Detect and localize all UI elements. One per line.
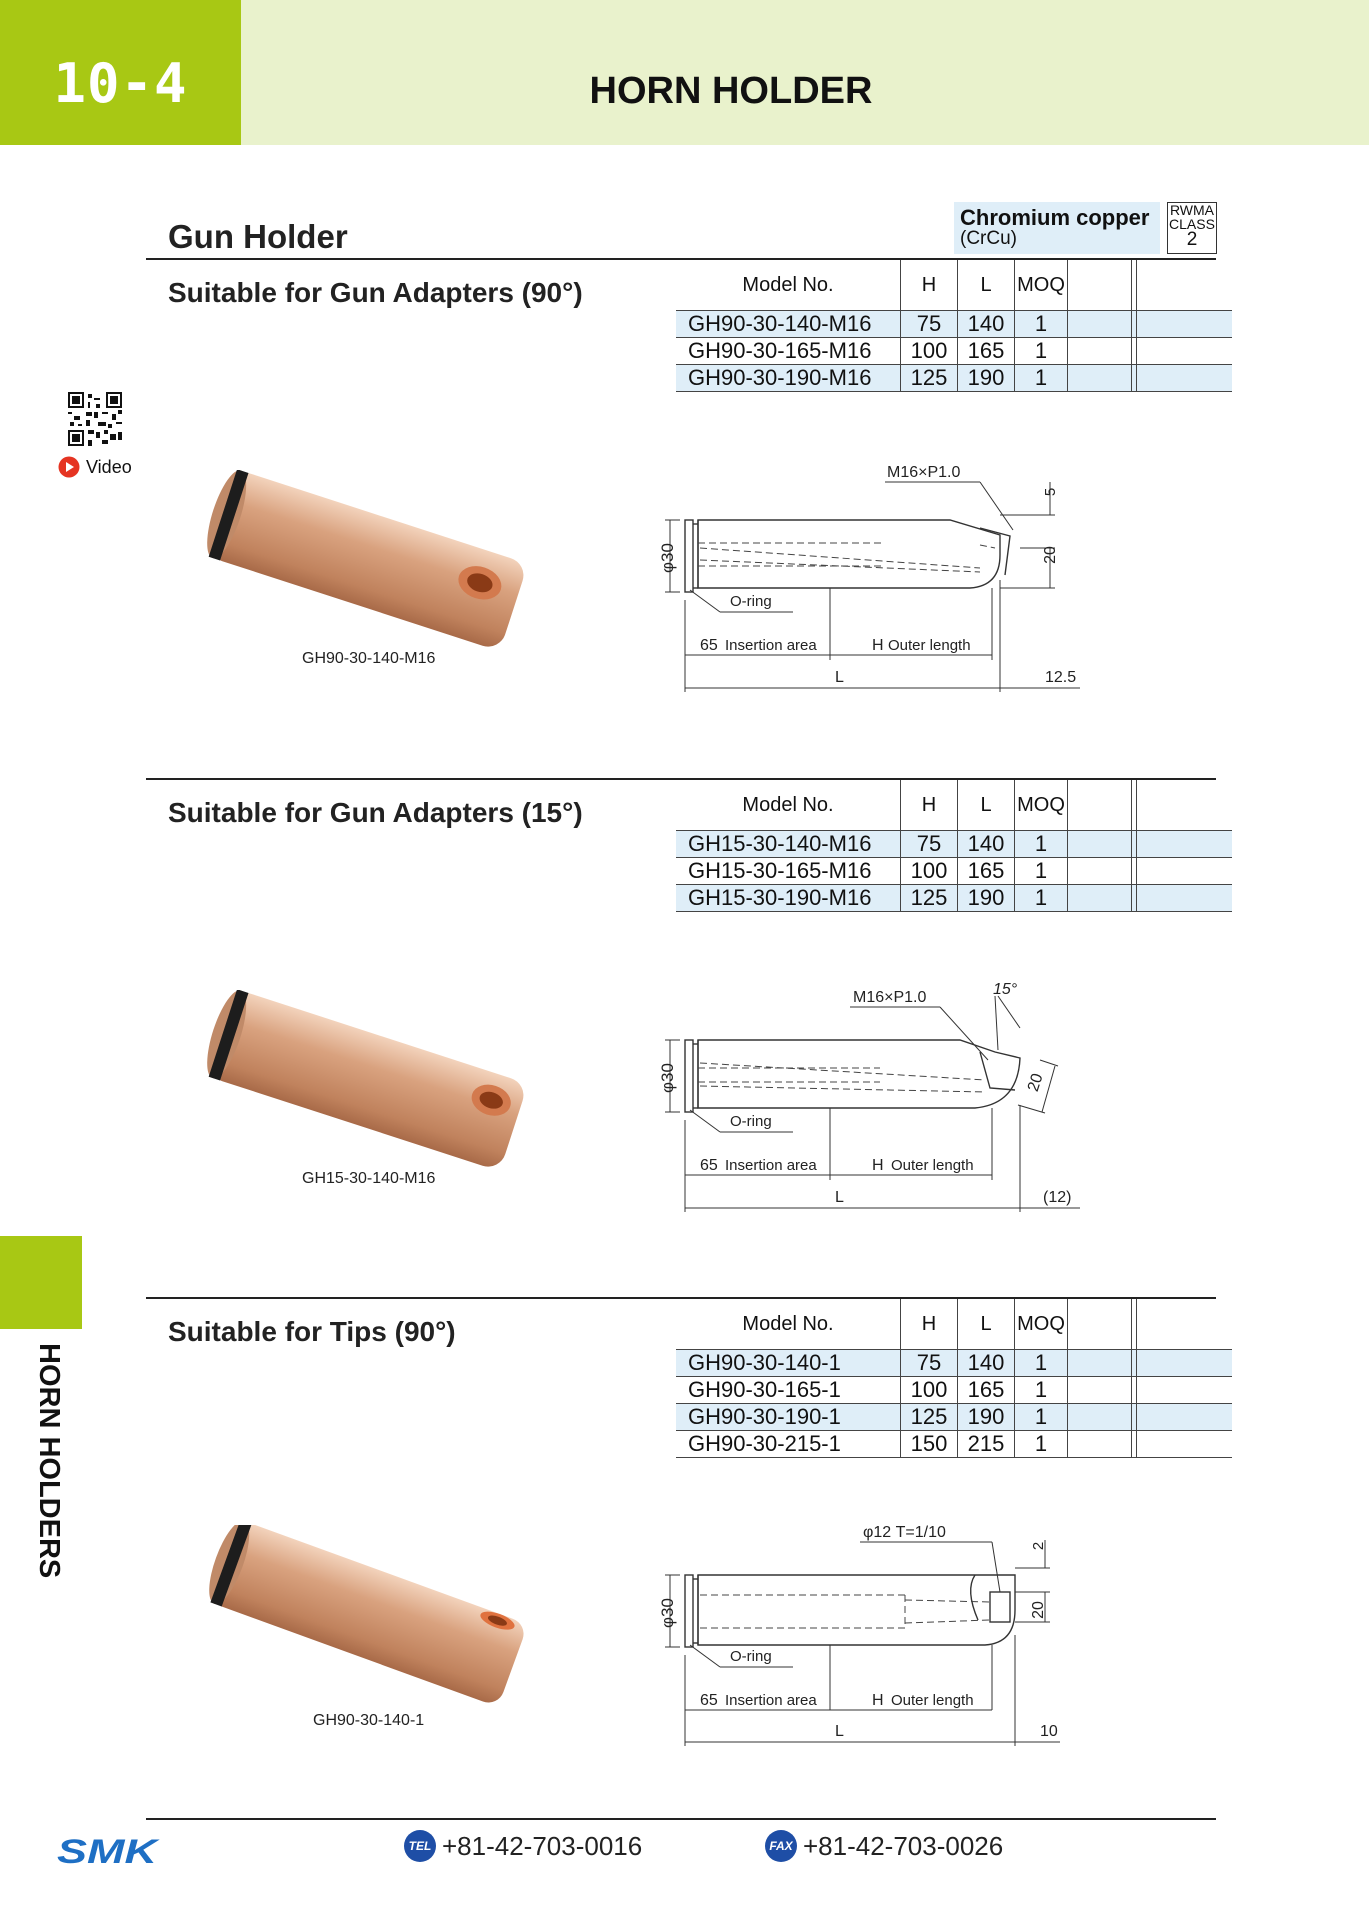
photo-caption: GH15-30-140-M16 <box>302 1170 436 1187</box>
moq-cell: 1 <box>1015 1431 1068 1458</box>
fax-icon: FAX <box>765 1830 797 1862</box>
side-tab-label: HORN HOLDERS <box>33 1343 65 1579</box>
dim-c: 12.5 <box>1045 669 1077 686</box>
model-cell: GH90-30-140-1 <box>676 1350 901 1377</box>
model-cell: GH90-30-190-M16 <box>676 365 901 392</box>
l-cell: 190 <box>958 885 1015 912</box>
table-row <box>676 1404 1232 1431</box>
col-header-model: Model No. <box>676 260 901 311</box>
col-header-l: L <box>958 260 1015 311</box>
col-header-h: H <box>901 260 958 311</box>
page-title: HORN HOLDER <box>589 70 873 112</box>
spec-table <box>676 260 1232 392</box>
rwma-label: RWMA <box>1169 202 1215 218</box>
moq-cell: 1 <box>1015 1350 1068 1377</box>
rwma-class-value: 2 <box>1186 229 1198 250</box>
dim-outer: H <box>872 1157 884 1174</box>
table-row <box>676 831 1232 858</box>
rwma-class-label: CLASS <box>1169 216 1215 232</box>
section-title: Suitable for Gun Adapters (90°) <box>168 277 583 308</box>
l-cell: 140 <box>958 831 1015 858</box>
tel-contact[interactable] <box>404 1830 642 1862</box>
table-row <box>676 338 1232 365</box>
dim-c: (12) <box>1043 1189 1072 1206</box>
col-header-moq: MOQ <box>1015 780 1068 831</box>
technical-drawing <box>600 1510 1100 1750</box>
table-row <box>676 1350 1232 1377</box>
table-row <box>676 1431 1232 1458</box>
l-cell: 165 <box>958 338 1015 365</box>
table-row <box>676 885 1232 912</box>
side-tab-marker <box>0 1236 82 1329</box>
model-cell: GH90-30-215-1 <box>676 1431 901 1458</box>
l-cell: 140 <box>958 311 1015 338</box>
model-cell: GH90-30-165-1 <box>676 1377 901 1404</box>
dim-insertion: 65 <box>700 637 718 654</box>
dim-b: 20 <box>1024 1071 1047 1094</box>
section-title: Suitable for Tips (90°) <box>168 1316 456 1347</box>
outer-label: Outer length <box>888 637 971 654</box>
moq-cell: 1 <box>1015 1404 1068 1431</box>
dim-length: L <box>835 1189 844 1206</box>
moq-cell: 1 <box>1015 1377 1068 1404</box>
dim-diameter: φ30 <box>658 543 677 573</box>
h-cell: 100 <box>901 338 958 365</box>
h-cell: 75 <box>901 831 958 858</box>
page-number: 10-4 <box>53 52 188 115</box>
dim-thread: M16×P1.0 <box>853 989 927 1006</box>
h-cell: 75 <box>901 311 958 338</box>
dim-insertion: 65 <box>700 1157 718 1174</box>
play-icon <box>58 456 80 478</box>
svg-text:SMK: SMK <box>57 1835 161 1867</box>
fax-number: +81-42-703-0026 <box>803 1830 1004 1861</box>
photo-caption: GH90-30-140-M16 <box>302 650 436 667</box>
col-header-h: H <box>901 780 958 831</box>
dim-b: 20 <box>1042 546 1059 564</box>
insertion-label: Insertion area <box>725 1157 817 1174</box>
insertion-label: Insertion area <box>725 637 817 654</box>
model-cell: GH15-30-190-M16 <box>676 885 901 912</box>
video-link[interactable] <box>58 456 132 478</box>
moq-cell: 1 <box>1015 365 1068 392</box>
moq-cell: 1 <box>1015 831 1068 858</box>
photo-caption: GH90-30-140-1 <box>313 1712 425 1729</box>
table-row <box>676 858 1232 885</box>
table-row <box>676 1377 1232 1404</box>
dim-outer: H <box>872 637 884 654</box>
l-cell: 140 <box>958 1350 1015 1377</box>
l-cell: 165 <box>958 1377 1015 1404</box>
dim-b: 20 <box>1030 1601 1047 1619</box>
material-code: (CrCu) <box>960 228 1017 249</box>
dim-thread: φ12 T=1/10 <box>863 1524 946 1541</box>
dim-diameter: φ30 <box>658 1598 677 1628</box>
product-family-title: Gun Holder <box>168 218 348 255</box>
col-header-l: L <box>958 780 1015 831</box>
company-logo <box>57 1835 161 1867</box>
qr-code-icon[interactable] <box>68 392 122 446</box>
l-cell: 190 <box>958 1404 1015 1431</box>
col-header-moq: MOQ <box>1015 1299 1068 1350</box>
dim-c: 10 <box>1040 1723 1058 1740</box>
table-row <box>676 365 1232 392</box>
h-cell: 100 <box>901 1377 958 1404</box>
model-cell: GH90-30-190-1 <box>676 1404 901 1431</box>
l-cell: 190 <box>958 365 1015 392</box>
dim-length: L <box>835 1723 844 1740</box>
oring-label: O-ring <box>730 593 772 610</box>
tel-number: +81-42-703-0016 <box>442 1830 643 1861</box>
insertion-label: Insertion area <box>725 1692 817 1709</box>
spec-table <box>676 780 1232 912</box>
dim-a: 5 <box>1042 487 1059 497</box>
dim-diameter: φ30 <box>658 1063 677 1093</box>
spec-table <box>676 1299 1232 1458</box>
col-header-l: L <box>958 1299 1015 1350</box>
phone-icon: TEL <box>404 1830 436 1862</box>
product-photo <box>190 1525 550 1715</box>
product-photo <box>190 990 550 1180</box>
model-cell: GH15-30-165-M16 <box>676 858 901 885</box>
col-header-model: Model No. <box>676 1299 901 1350</box>
moq-cell: 1 <box>1015 311 1068 338</box>
material-name: Chromium copper <box>960 205 1150 230</box>
rwma-class-box <box>1167 202 1217 254</box>
product-photo <box>190 470 550 660</box>
section-title: Suitable for Gun Adapters (15°) <box>168 797 583 828</box>
table-row <box>676 311 1232 338</box>
dim-angle: 15° <box>993 981 1018 998</box>
oring-label: O-ring <box>730 1648 772 1665</box>
video-label: Video <box>86 456 132 477</box>
h-cell: 100 <box>901 858 958 885</box>
h-cell: 125 <box>901 885 958 912</box>
moq-cell: 1 <box>1015 858 1068 885</box>
h-cell: 125 <box>901 1404 958 1431</box>
col-header-h: H <box>901 1299 958 1350</box>
technical-drawing <box>600 460 1100 700</box>
dim-a: 2 <box>1030 1541 1047 1551</box>
model-cell: GH15-30-140-M16 <box>676 831 901 858</box>
model-cell: GH90-30-140-M16 <box>676 311 901 338</box>
h-cell: 125 <box>901 365 958 392</box>
footer-divider <box>146 1818 1216 1820</box>
fax-contact[interactable] <box>765 1830 1003 1862</box>
dim-outer: H <box>872 1692 884 1709</box>
oring-label: O-ring <box>730 1113 772 1130</box>
outer-label: Outer length <box>891 1692 974 1709</box>
h-cell: 75 <box>901 1350 958 1377</box>
moq-cell: 1 <box>1015 338 1068 365</box>
l-cell: 215 <box>958 1431 1015 1458</box>
dim-thread: M16×P1.0 <box>887 464 961 481</box>
col-header-model: Model No. <box>676 780 901 831</box>
col-header-moq: MOQ <box>1015 260 1068 311</box>
dim-insertion: 65 <box>700 1692 718 1709</box>
l-cell: 165 <box>958 858 1015 885</box>
technical-drawing <box>600 980 1100 1220</box>
outer-label: Outer length <box>891 1157 974 1174</box>
h-cell: 150 <box>901 1431 958 1458</box>
moq-cell: 1 <box>1015 885 1068 912</box>
model-cell: GH90-30-165-M16 <box>676 338 901 365</box>
dim-length: L <box>835 669 844 686</box>
